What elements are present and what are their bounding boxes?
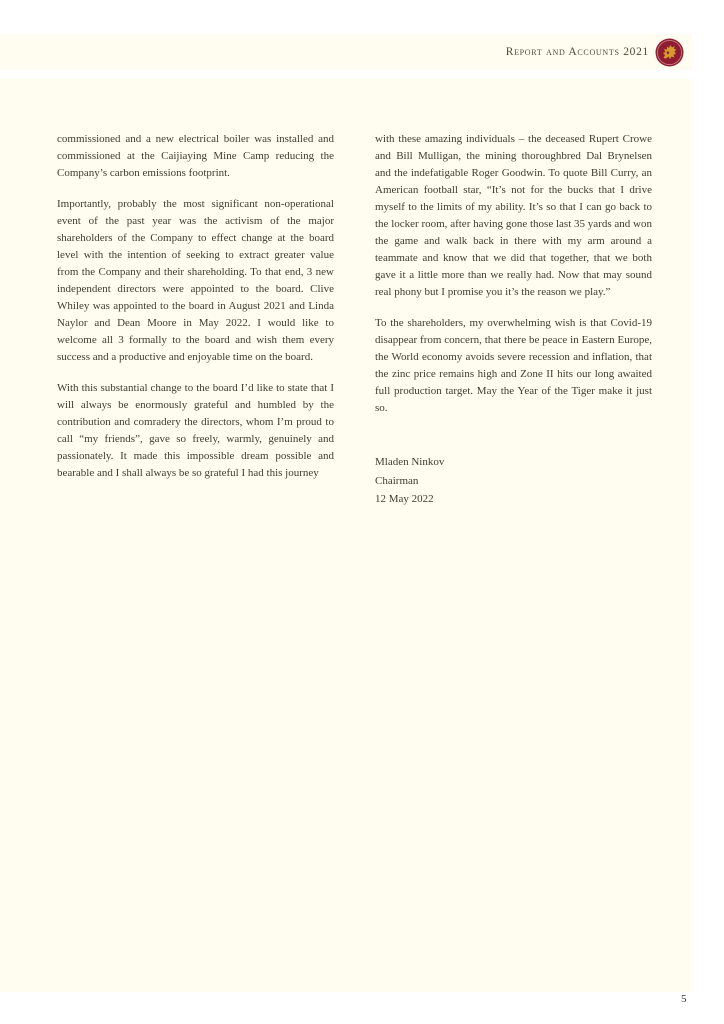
signature-block xyxy=(375,453,652,509)
right-column-paragraphs xyxy=(375,131,652,417)
paragraph: commissioned and a new electrical boiler was installed and commissioned at the Caijiaying Mine Camp reducing the Company’s carbon emissions footprint. xyxy=(57,133,334,179)
left-column xyxy=(57,131,334,509)
content-panel xyxy=(0,79,692,992)
report-title: Report and Accounts 2021 xyxy=(505,46,649,58)
text-columns xyxy=(57,131,652,509)
signature-name: Mladen Ninkov xyxy=(375,456,445,468)
paragraph: Importantly, probably the most significant non-operational event of the past year was the activism of the major shareholders of the Company to effect change at the board level with the intention of seeking to extract greater value from the Company and their shareholding. To that end, 3 new independent directors were appointed to the board. Clive Whiley was appointed to the board in August 2021 and Linda Naylor and Dean Moore in May 2022. I would like to welcome all 3 formally to the board and wish them every success and a productive and enjoyable time on the board. xyxy=(57,198,334,363)
page-header xyxy=(0,34,692,70)
right-column xyxy=(375,131,652,509)
paragraph: To the shareholders, my overwhelming wish is that Covid-19 disappear from concern, that there be peace in Eastern Europe, the World economy avoids severe recession and inflation, that the zinc price remains high and Zone II hits our long awaited full production target. May the Year of the Tiger make it just so. xyxy=(375,317,652,414)
page-number: 5 xyxy=(681,993,687,1005)
company-seal-icon xyxy=(655,38,684,67)
signature-title: Chairman xyxy=(375,474,419,487)
paragraph: with these amazing individuals – the deceased Rupert Crowe and Bill Mulligan, the mining thoroughbred Dal Brynelsen and the indefatigable Roger Goodwin. To quote Bill Curry, an American football star, “It’s not for the bucks that I drive myself to the limits of my ability. It’s so that I can go back to the locker room, after having gone those last 35 yards and won the game and walk back in there with my arm around a teammate and know that we did that together, that we both gave it a little more than we really had. Now that may sound real phony but I promise you it’s the reason we play.” xyxy=(375,133,652,298)
paragraph: With this substantial change to the board I’d like to state that I will always be enormously grateful and humbled by the contribution and comradery the directors, whom I’m proud to call “my friends”, gave so freely, warmly, genuinely and passionately. It made this impossible dream possible and bearable and I shall always be so grateful I had this journey xyxy=(57,382,334,479)
signature-date: 12 May 2022 xyxy=(375,493,434,505)
